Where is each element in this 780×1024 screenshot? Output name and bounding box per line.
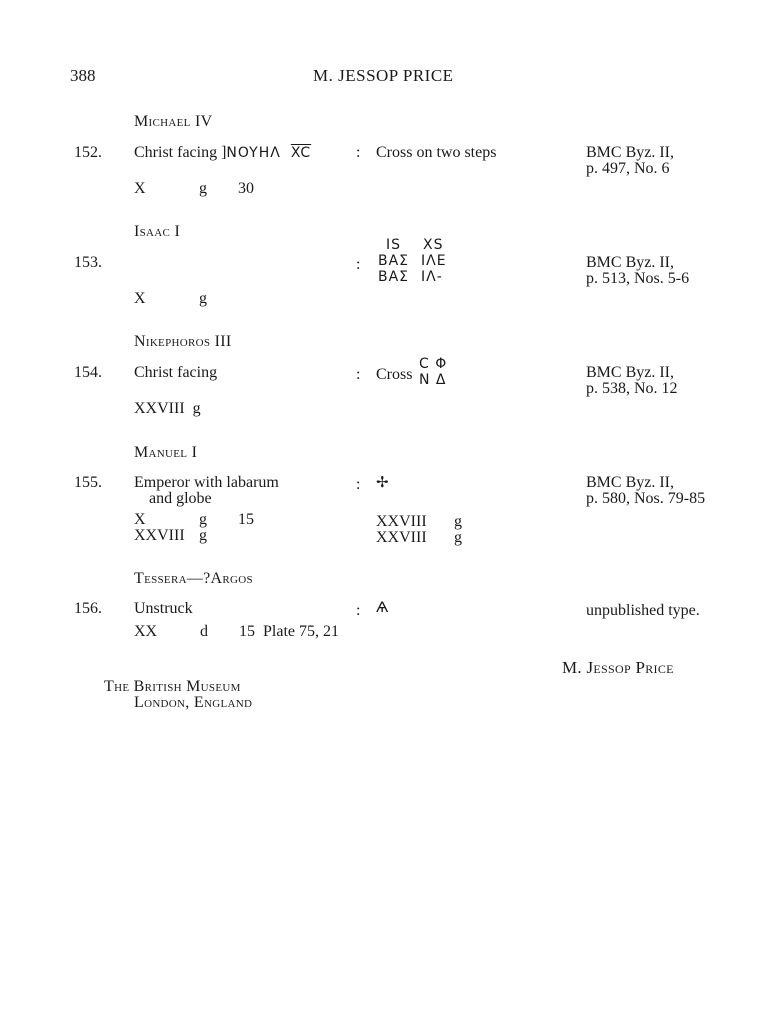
weight: 15 — [239, 623, 255, 640]
reverse-legend-left: ΒΑΣ — [378, 253, 410, 269]
reference-line: BMC Byz. II, — [586, 474, 674, 491]
cross-symbol: ✢ — [376, 473, 389, 491]
weight: 15 — [238, 511, 254, 528]
separator: : — [356, 366, 361, 383]
metal: X — [134, 180, 146, 197]
obverse-description: Christ facing — [134, 364, 218, 381]
denomination: g — [199, 290, 207, 307]
reference-line: BMC Byz. II, — [586, 364, 674, 381]
metal: XXVIII — [376, 529, 427, 546]
denomination: g — [199, 511, 207, 528]
reverse-monogram-top: C Φ — [419, 356, 448, 372]
separator: : — [356, 602, 361, 619]
reference-line: BMC Byz. II, — [586, 254, 674, 271]
reference-line: p. 538, No. 12 — [586, 380, 678, 397]
reference-line: p. 513, Nos. 5-6 — [586, 270, 690, 287]
author-signature: M. Jessop Price — [562, 658, 674, 677]
affiliation-line: The British Museum — [104, 678, 241, 695]
ruler-heading: Tessera—?Argos — [134, 570, 253, 587]
obverse-description: Unstruck — [134, 600, 193, 617]
entry-number: 155. — [74, 474, 102, 491]
metal: X — [134, 511, 146, 528]
reverse-legend-right: IΛE — [421, 253, 447, 269]
reference-line: BMC Byz. II, — [586, 144, 674, 161]
entry-number: 156. — [74, 600, 102, 617]
reference-line: p. 497, No. 6 — [586, 160, 670, 177]
reverse-legend-right: XS — [423, 237, 444, 253]
page-number: 388 — [70, 66, 96, 85]
reverse-legend-right: IΛ- — [421, 269, 443, 285]
separator: : — [356, 144, 361, 161]
entry-number: 154. — [74, 364, 102, 381]
running-title: M. JESSOP PRICE — [313, 66, 454, 85]
denomination: g — [454, 529, 462, 546]
obverse-legend-abbrev: $\overline{XC}$ — [290, 145, 312, 161]
plate-reference: Plate 75, 21 — [263, 623, 339, 640]
separator: : — [356, 256, 361, 273]
denomination: g — [454, 513, 462, 530]
obverse-description: Emperor with labarum — [134, 474, 279, 491]
metal: XXVIII — [134, 527, 185, 544]
entry-number: 153. — [74, 254, 102, 271]
denomination: g — [199, 527, 207, 544]
reference-line: p. 580, Nos. 79-85 — [586, 490, 706, 507]
denomination: g — [199, 180, 207, 197]
affiliation-line: London, England — [134, 694, 253, 711]
metal: XXVIII — [376, 513, 427, 530]
denomination: d — [200, 623, 208, 640]
separator: : — [356, 476, 361, 493]
ruler-heading: Nikephoros III — [134, 333, 232, 350]
obverse-text: Christ facing — [134, 144, 218, 161]
ruler-heading: Manuel I — [134, 444, 198, 461]
weight: 30 — [238, 180, 254, 197]
bracket: ] — [221, 144, 227, 161]
reference-line: unpublished type. — [586, 602, 700, 619]
entry-number: 152. — [74, 144, 102, 161]
ruler-heading: Michael IV — [134, 113, 213, 130]
monogram-symbol: Ѧ — [376, 600, 389, 616]
reverse-legend-left: ΒΑΣ — [378, 269, 410, 285]
ruler-heading: Isaac I — [134, 223, 181, 240]
reverse-monogram-bottom: N Δ — [419, 372, 447, 388]
obverse-legend: NOYHΛ — [226, 145, 281, 161]
reverse-description: Cross — [376, 366, 413, 383]
obverse-description-continued: and globe — [149, 490, 212, 507]
reverse-description: Cross on two steps — [376, 144, 497, 161]
metal-denomination: XXVIII g — [134, 400, 201, 417]
obverse-description — [134, 144, 311, 162]
metal: XX — [134, 623, 158, 640]
metal: X — [134, 290, 146, 307]
reverse-legend-left: IS — [386, 237, 402, 253]
